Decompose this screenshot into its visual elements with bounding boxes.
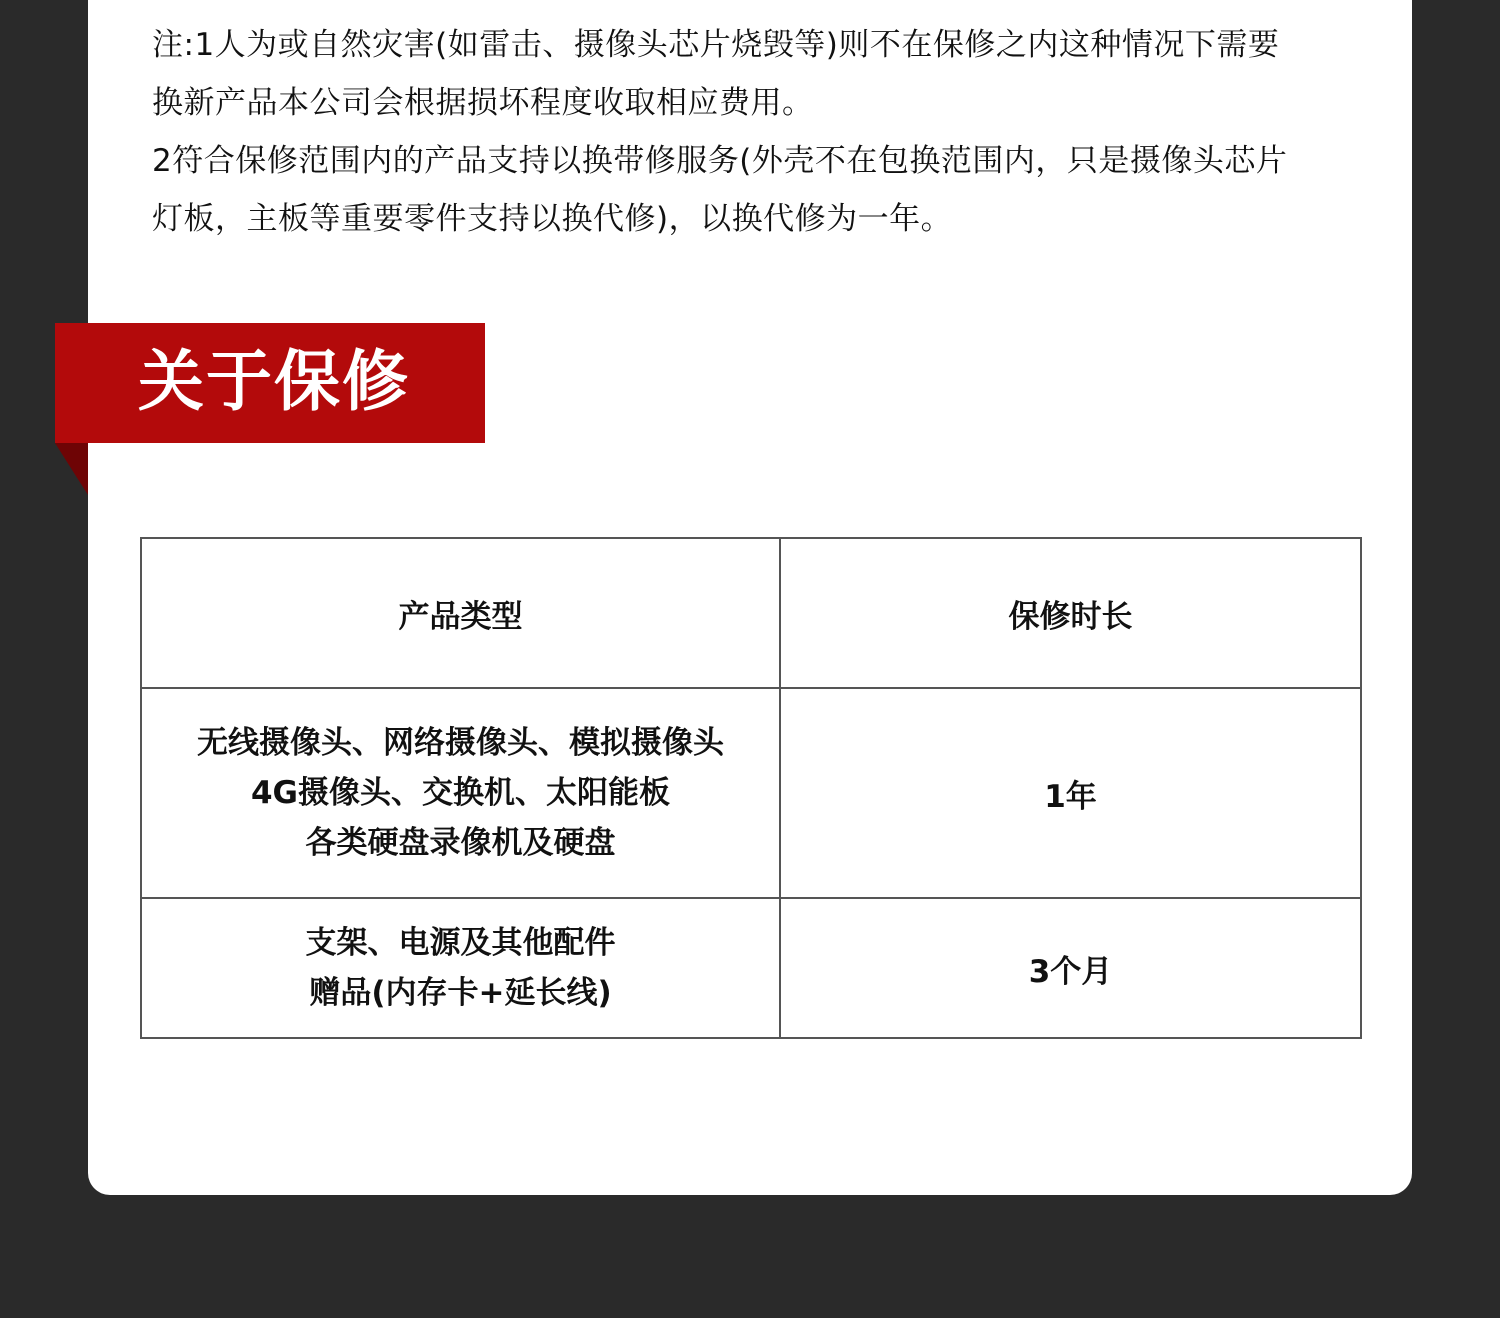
table-row [141,898,1361,1038]
product-type-cell [141,688,780,898]
table-row [141,688,1361,898]
product-line: 4G摄像头、交换机、太阳能板 [250,775,670,811]
header-product-type: 产品类型 [141,538,780,688]
product-type-cell [141,898,780,1038]
header-warranty-duration: 保修时长 [780,538,1361,688]
warranty-notes [152,16,1352,248]
note-line-4: 灯板，主板等重要零件支持以换代修)，以换代修为一年。 [152,201,953,237]
warranty-duration-cell: 1年 [780,688,1361,898]
product-line: 各类硬盘录像机及硬盘 [305,825,616,861]
note-line-1: 注:1人为或自然灾害(如雷击、摄像头芯片烧毁等)则不在保修之内这种情况下需要 [152,27,1280,63]
note-line-3: 2符合保修范围内的产品支持以换带修服务(外壳不在包换范围内，只是摄像头芯片 [152,143,1288,179]
section-title: 关于保修 [138,343,410,420]
product-line: 支架、电源及其他配件 [305,925,616,961]
table-header-row [141,538,1361,688]
product-line: 赠品(内存卡+延长线) [309,975,612,1011]
product-line: 无线摄像头、网络摄像头、模拟摄像头 [197,725,724,761]
section-banner-fold [55,443,88,495]
warranty-duration-cell: 3个月 [780,898,1361,1038]
warranty-table [140,537,1362,1039]
note-line-2: 换新产品本公司会根据损坏程度收取相应费用。 [152,85,814,121]
